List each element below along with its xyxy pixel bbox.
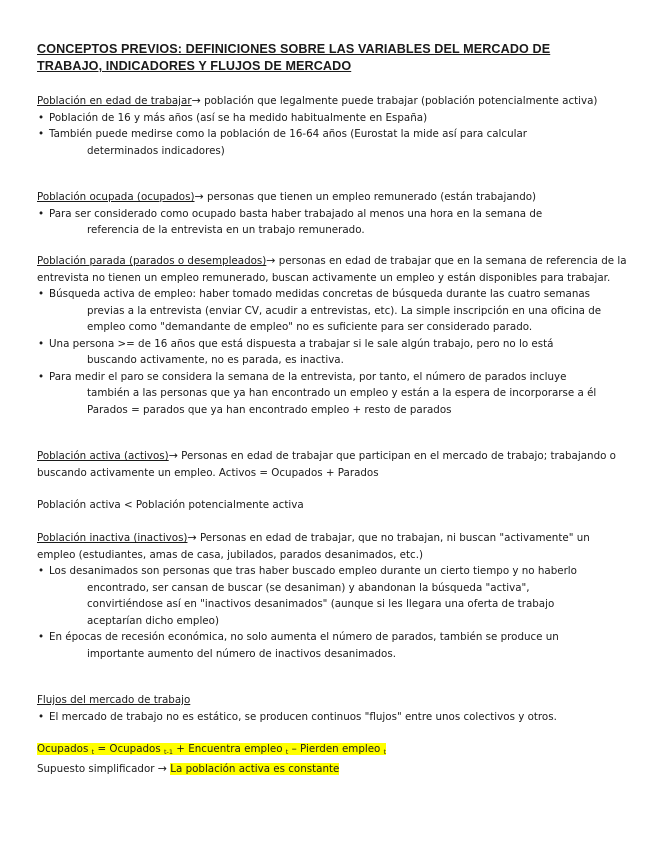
list-item-text: Población de 16 y más años (así se ha medido habitualmente en España) bbox=[49, 111, 428, 124]
arrow-icon: → bbox=[157, 761, 167, 775]
section-poblacion-activa bbox=[37, 448, 627, 514]
definition-paragraph bbox=[37, 253, 627, 286]
section-poblacion-parada bbox=[37, 253, 627, 418]
bullet-list bbox=[37, 206, 627, 239]
arrow-icon: → bbox=[194, 190, 204, 203]
list-item-continuation: también a las personas que ya han encontrado un empleo y están a la espera de incorporarse a él bbox=[87, 387, 597, 399]
list-item-text: Búsqueda activa de empleo: haber tomado medidas concretas de búsqueda durante las cuatro semanas bbox=[49, 288, 591, 300]
section-poblacion-edad-trabajar bbox=[37, 93, 627, 159]
list-item-text: Para medir el paro se considera la semana de la entrevista, por tanto, el número de parados incluye bbox=[49, 370, 567, 383]
list-item-continuation: aceptarían dicho empleo) bbox=[87, 614, 219, 627]
list-item-continuation: buscando activamente, no es parada, es inactiva. bbox=[87, 354, 344, 366]
definition-paragraph bbox=[37, 530, 627, 563]
list-item-continuation: referencia de la entrevista en un trabajo remunerado. bbox=[87, 224, 365, 236]
definition-paragraph bbox=[37, 189, 627, 206]
term-heading: Flujos del mercado de trabajo bbox=[37, 694, 191, 706]
list-item-continuation: convirtiéndose así en "inactivos desanimados" (aunque si les llegara una oferta de trabajo bbox=[87, 598, 555, 610]
list-item-text: También puede medirse como la población de 16-64 años (Eurostat la mide así para calcular bbox=[49, 128, 528, 140]
list-item bbox=[37, 206, 627, 239]
page-title: CONCEPTOS PREVIOS: DEFINICIONES SOBRE LAS VARIABLES DEL MERCADO DE TRABAJO, INDICADORES Y FLUJOS DE MERCADO bbox=[37, 42, 551, 73]
list-item bbox=[37, 563, 627, 629]
section-poblacion-inactiva bbox=[37, 530, 627, 662]
list-item-text: Los desanimados son personas que tras haber buscado empleo durante un cierto tiempo y no haberlo bbox=[49, 565, 577, 577]
list-item-continuation: previas a la entrevista (enviar CV, acudir a entrevistas, etc). La simple inscripción en una oficina de bbox=[87, 304, 602, 317]
bullet-list bbox=[37, 286, 627, 418]
definition-text: Personas en edad de trabajar que participan en el mercado de trabajo; trabajando o buscando activamente un empleo. Activos = Ocupados + Parados bbox=[37, 450, 616, 479]
section-flujos-mercado bbox=[37, 692, 627, 725]
list-item bbox=[37, 110, 627, 127]
list-item bbox=[37, 286, 627, 336]
highlighted-formula: Ocupados $_t$ = Ocupados $_{t-1}$ + Encuentra empleo $_t$ – Pierden empleo $_t$ bbox=[37, 743, 387, 756]
assumption-line bbox=[37, 761, 627, 778]
list-item bbox=[37, 126, 627, 159]
definition-paragraph bbox=[37, 448, 627, 481]
section-poblacion-ocupada bbox=[37, 189, 627, 239]
list-item-text: En épocas de recesión económica, no solo aumenta el número de parados, también se produce un bbox=[49, 631, 559, 643]
flow-formula bbox=[37, 741, 627, 761]
assumption-prefix: Supuesto simplificador bbox=[37, 762, 158, 775]
list-item-continuation: importante aumento del número de inactivos desanimados. bbox=[87, 647, 396, 660]
term-heading: Población inactiva (inactivos) bbox=[37, 532, 188, 544]
list-item-continuation: Parados = parados que ya han encontrado empleo + resto de parados bbox=[87, 403, 452, 416]
list-item-continuation: determinados indicadores) bbox=[87, 144, 225, 157]
term-heading: Población en edad de trabajar bbox=[37, 95, 192, 107]
arrow-icon: → bbox=[266, 254, 276, 267]
definition-text: personas en edad de trabajar que en la semana de referencia de la entrevista no tienen un empleo remunerado, buscan activamente un empleo y están disponibles para trabajar. bbox=[37, 255, 627, 284]
arrow-icon: → bbox=[168, 449, 178, 462]
list-item bbox=[37, 709, 627, 726]
comparison-line: Población activa < Población potencialmente activa bbox=[37, 499, 304, 511]
definition-text: personas que tienen un empleo remunerado (están trabajando) bbox=[203, 191, 537, 203]
term-heading: Población activa (activos) bbox=[37, 450, 169, 462]
list-item-text: Una persona >= de 16 años que está dispuesta a trabajar si le sale algún trabajo, pero no lo está bbox=[49, 337, 554, 350]
list-item bbox=[37, 629, 627, 662]
list-item bbox=[37, 369, 627, 419]
arrow-icon: → bbox=[191, 94, 201, 107]
list-item-continuation: encontrado, ser cansan de buscar (se desaniman) y abandonan la búsqueda "activa", bbox=[87, 581, 530, 594]
bullet-list bbox=[37, 110, 627, 160]
definition-text: población que legalmente puede trabajar (población potencialmente activa) bbox=[200, 95, 598, 107]
list-item-continuation: empleo como "demandante de empleo" no es suficiente para ser considerado parado. bbox=[87, 321, 533, 333]
definition-text: Personas en edad de trabajar, que no trabajan, ni buscan "activamente" un empleo (estudiantes, amas de casa, jubilados, parados desanimados, etc.) bbox=[37, 532, 590, 561]
definition-paragraph bbox=[37, 93, 627, 110]
highlighted-assumption: La población activa es constante bbox=[170, 762, 340, 775]
term-heading: Población ocupada (ocupados) bbox=[37, 191, 195, 203]
term-heading: Población parada (parados o desempleados) bbox=[37, 255, 267, 267]
list-item bbox=[37, 336, 627, 369]
bullet-list bbox=[37, 563, 627, 662]
list-item-text: El mercado de trabajo no es estático, se producen continuos "flujos" entre unos colectivos y otros. bbox=[49, 710, 557, 723]
bullet-list bbox=[37, 709, 627, 726]
formula-section bbox=[37, 741, 627, 777]
arrow-icon: → bbox=[187, 531, 197, 544]
list-item-text: Para ser considerado como ocupado basta haber trabajado al menos una hora en la semana de bbox=[49, 207, 543, 220]
